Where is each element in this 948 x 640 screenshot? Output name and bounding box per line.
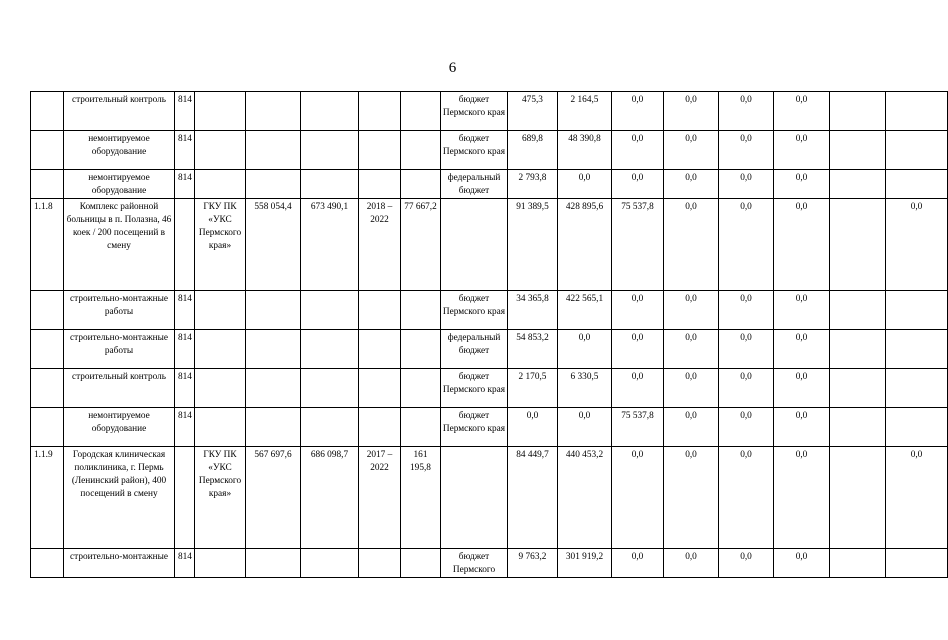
cell-year-2022: 0,0 [719,92,774,131]
cell-customer [195,330,246,369]
cell-year-2019: 440 453,2 [558,447,612,549]
cell-item-name: Городская клиническая поликлиника, г. Пермь (Ленинский район), 400 посещений в смену [64,447,175,549]
cell-row-number [31,408,64,447]
cell-period [359,369,401,408]
cell-estimated-cost-current [301,170,359,199]
cell-customer: ГКУ ПК «УКС Пермского края» [195,447,246,549]
cell-customer [195,408,246,447]
cell-funding-source: федеральный бюджет [441,330,508,369]
table-row [31,291,948,330]
cell-year-2019: 48 390,8 [558,131,612,170]
cell-period [359,549,401,578]
cell-year-2021: 0,0 [664,330,719,369]
table-row [31,199,948,291]
cell-extra [886,291,948,330]
cell-grbs-code: 814 [175,408,195,447]
cell-year-2019: 0,0 [558,170,612,199]
cell-estimated-cost-current: 673 490,1 [301,199,359,291]
cell-year-2024 [830,549,886,578]
cell-prior-funding [401,408,441,447]
cell-row-number [31,369,64,408]
cell-extra [886,330,948,369]
cell-item-name: строительно-монтажные работы [64,330,175,369]
cell-year-2018: 34 365,8 [508,291,558,330]
cell-year-2020: 0,0 [612,330,664,369]
cell-year-2023: 0,0 [774,170,830,199]
cell-year-2022: 0,0 [719,131,774,170]
cell-year-2023: 0,0 [774,447,830,549]
cell-grbs-code: 814 [175,170,195,199]
cell-grbs-code: 814 [175,291,195,330]
cell-prior-funding [401,369,441,408]
cell-year-2018: 9 763,2 [508,549,558,578]
cell-year-2024 [830,291,886,330]
cell-extra [886,92,948,131]
cell-year-2018: 2 170,5 [508,369,558,408]
cell-customer [195,369,246,408]
cell-year-2022: 0,0 [719,199,774,291]
cell-year-2024 [830,330,886,369]
cell-grbs-code: 814 [175,369,195,408]
table-row [31,92,948,131]
cell-grbs-code [175,199,195,291]
cell-year-2021: 0,0 [664,408,719,447]
cell-year-2023: 0,0 [774,291,830,330]
cell-year-2019: 422 565,1 [558,291,612,330]
cell-year-2020: 0,0 [612,369,664,408]
cell-year-2021: 0,0 [664,369,719,408]
cell-year-2018: 54 853,2 [508,330,558,369]
cell-funding-source: бюджет Пермского края [441,92,508,131]
cell-year-2024 [830,92,886,131]
cell-funding-source: бюджет Пермского края [441,291,508,330]
cell-customer [195,170,246,199]
cell-year-2024 [830,369,886,408]
cell-row-number [31,291,64,330]
cell-year-2022: 0,0 [719,447,774,549]
table-row [31,330,948,369]
cell-year-2020: 75 537,8 [612,408,664,447]
cell-grbs-code: 814 [175,330,195,369]
cell-estimated-cost-current [301,408,359,447]
cell-year-2024 [830,408,886,447]
cell-year-2023: 0,0 [774,199,830,291]
cell-estimated-cost: 558 054,4 [246,199,301,291]
cell-item-name: Комплекс районной больницы в п. Полазна, 46 коек / 200 посещений в смену [64,199,175,291]
cell-year-2019: 428 895,6 [558,199,612,291]
cell-year-2024 [830,447,886,549]
cell-year-2019: 0,0 [558,408,612,447]
cell-row-number [31,549,64,578]
cell-prior-funding [401,291,441,330]
cell-year-2023: 0,0 [774,92,830,131]
cell-year-2022: 0,0 [719,170,774,199]
cell-funding-source: бюджет Пермского края [441,369,508,408]
cell-grbs-code: 814 [175,549,195,578]
cell-estimated-cost [246,369,301,408]
cell-extra: 0,0 [886,199,948,291]
cell-customer [195,549,246,578]
cell-year-2020: 0,0 [612,447,664,549]
cell-year-2021: 0,0 [664,131,719,170]
cell-funding-source: бюджет Пермского края [441,131,508,170]
cell-prior-funding [401,131,441,170]
cell-funding-source: бюджет Пермского [441,549,508,578]
cell-row-number: 1.1.8 [31,199,64,291]
cell-year-2022: 0,0 [719,291,774,330]
cell-row-number: 1.1.9 [31,447,64,549]
cell-estimated-cost-current: 686 098,7 [301,447,359,549]
cell-estimated-cost-current [301,131,359,170]
cell-year-2023: 0,0 [774,131,830,170]
cell-estimated-cost [246,291,301,330]
cell-year-2018: 91 389,5 [508,199,558,291]
cell-item-name: строительный контроль [64,92,175,131]
cell-estimated-cost [246,549,301,578]
cell-estimated-cost-current [301,369,359,408]
cell-year-2023: 0,0 [774,369,830,408]
cell-estimated-cost [246,330,301,369]
cell-funding-source [441,199,508,291]
cell-prior-funding [401,330,441,369]
cell-item-name: строительно-монтажные [64,549,175,578]
cell-funding-source [441,447,508,549]
cell-estimated-cost-current [301,92,359,131]
cell-year-2019: 0,0 [558,330,612,369]
cell-estimated-cost-current [301,330,359,369]
cell-prior-funding [401,170,441,199]
cell-year-2018: 689,8 [508,131,558,170]
cell-year-2024 [830,199,886,291]
table-row [31,369,948,408]
cell-item-name: немонтируемое оборудование [64,131,175,170]
cell-extra [886,549,948,578]
cell-year-2020: 0,0 [612,131,664,170]
cell-year-2023: 0,0 [774,408,830,447]
cell-estimated-cost-current [301,549,359,578]
cell-item-name: строительно-монтажные работы [64,291,175,330]
cell-row-number [31,131,64,170]
cell-year-2022: 0,0 [719,369,774,408]
cell-period [359,170,401,199]
table-row [31,549,948,578]
budget-table [30,91,948,578]
cell-period [359,330,401,369]
cell-period [359,92,401,131]
cell-prior-funding: 161 195,8 [401,447,441,549]
cell-grbs-code: 814 [175,131,195,170]
cell-item-name: немонтируемое оборудование [64,408,175,447]
cell-year-2022: 0,0 [719,408,774,447]
cell-year-2021: 0,0 [664,199,719,291]
cell-year-2022: 0,0 [719,549,774,578]
cell-year-2021: 0,0 [664,170,719,199]
cell-year-2020: 0,0 [612,549,664,578]
cell-year-2021: 0,0 [664,447,719,549]
cell-extra [886,369,948,408]
cell-year-2021: 0,0 [664,291,719,330]
cell-extra [886,170,948,199]
cell-year-2019: 2 164,5 [558,92,612,131]
cell-year-2020: 0,0 [612,170,664,199]
cell-estimated-cost: 567 697,6 [246,447,301,549]
cell-grbs-code: 814 [175,92,195,131]
cell-funding-source: бюджет Пермского края [441,408,508,447]
cell-grbs-code [175,447,195,549]
cell-year-2018: 2 793,8 [508,170,558,199]
cell-year-2018: 84 449,7 [508,447,558,549]
cell-customer [195,131,246,170]
cell-year-2018: 475,3 [508,92,558,131]
cell-year-2020: 0,0 [612,291,664,330]
cell-estimated-cost [246,408,301,447]
cell-prior-funding [401,92,441,131]
cell-year-2024 [830,170,886,199]
cell-period: 2017 – 2022 [359,447,401,549]
cell-period [359,408,401,447]
cell-customer [195,291,246,330]
table-row [31,408,948,447]
cell-estimated-cost [246,131,301,170]
table-row [31,170,948,199]
cell-year-2021: 0,0 [664,92,719,131]
cell-row-number [31,170,64,199]
cell-year-2019: 301 919,2 [558,549,612,578]
table-row [31,131,948,170]
cell-year-2022: 0,0 [719,330,774,369]
cell-year-2018: 0,0 [508,408,558,447]
cell-prior-funding: 77 667,2 [401,199,441,291]
cell-customer [195,92,246,131]
cell-extra [886,131,948,170]
cell-extra: 0,0 [886,447,948,549]
cell-year-2019: 6 330,5 [558,369,612,408]
cell-period [359,291,401,330]
cell-customer: ГКУ ПК «УКС Пермского края» [195,199,246,291]
cell-period: 2018 – 2022 [359,199,401,291]
cell-funding-source: федеральный бюджет [441,170,508,199]
cell-period [359,131,401,170]
cell-estimated-cost [246,170,301,199]
cell-estimated-cost [246,92,301,131]
cell-year-2023: 0,0 [774,330,830,369]
cell-row-number [31,330,64,369]
cell-row-number [31,92,64,131]
cell-estimated-cost-current [301,291,359,330]
page-number: 6 [448,60,457,76]
cell-extra [886,408,948,447]
cell-year-2020: 75 537,8 [612,199,664,291]
cell-prior-funding [401,549,441,578]
cell-year-2024 [830,131,886,170]
table-row [31,447,948,549]
cell-year-2023: 0,0 [774,549,830,578]
cell-item-name: немонтируемое оборудование [64,170,175,199]
cell-item-name: строительный контроль [64,369,175,408]
cell-year-2021: 0,0 [664,549,719,578]
cell-year-2020: 0,0 [612,92,664,131]
